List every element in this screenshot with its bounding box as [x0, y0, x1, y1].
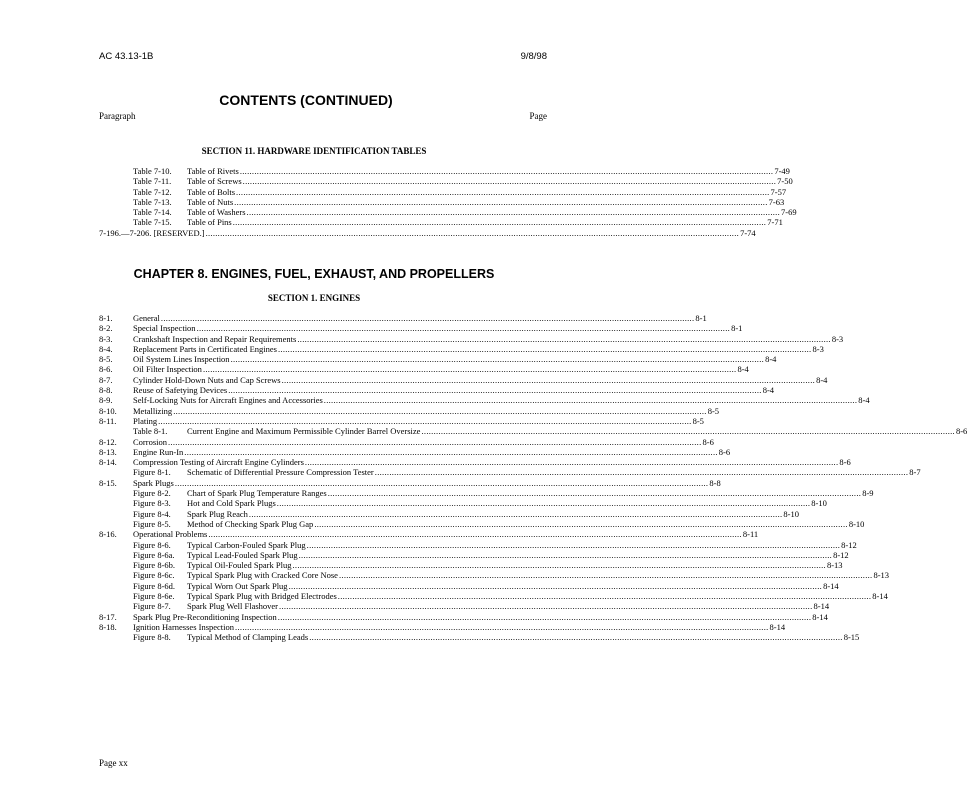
toc-entry-label: Figure 8-6d. — [133, 580, 176, 591]
toc-entry-page: 8-4 — [737, 364, 749, 375]
toc-entry-title: Typical Worn Out Spark Plug — [187, 580, 288, 591]
toc-entry[interactable] — [99, 632, 860, 643]
toc-entry-label: Table 8-1. — [133, 426, 168, 437]
toc-entry[interactable] — [99, 354, 777, 365]
toc-entry-label: Figure 8-1. — [133, 467, 171, 478]
toc-entry[interactable] — [99, 323, 743, 334]
toc-entry-page: 8-3 — [812, 343, 824, 354]
dot-leader: ............................................................................................................................................................................................................................ — [158, 415, 692, 426]
toc-entry[interactable] — [99, 385, 775, 396]
toc-entry[interactable] — [99, 176, 793, 187]
toc-entry-title: Ignition Harnesses Inspection — [133, 621, 235, 632]
toc-entry-label: Figure 8-7. — [133, 601, 171, 612]
dot-leader: ............................................................................................................................................................................................................................ — [323, 395, 858, 406]
toc-entry-number: 8-5. — [99, 354, 113, 365]
toc-entry[interactable] — [99, 518, 865, 529]
dot-leader: ............................................................................................................................................................................................................................ — [276, 498, 811, 509]
toc-entry[interactable] — [99, 529, 759, 540]
toc-entry-title: Method of Checking Spark Plug Gap — [187, 518, 314, 529]
toc-entry-label: Figure 8-6. — [133, 539, 171, 550]
toc-entry-page: 8-5 — [707, 405, 720, 416]
dot-leader: ............................................................................................................................................................................................................................ — [304, 457, 839, 468]
toc-entry-page: 8-4 — [762, 385, 775, 396]
dot-leader: ............................................................................................................................................................................................................................ — [228, 385, 762, 396]
toc-entry-page: 8-6 — [702, 436, 714, 447]
toc-entry-label: Figure 8-5. — [133, 518, 171, 529]
toc-entry-page: 7-71 — [767, 217, 783, 228]
toc-entry[interactable] — [99, 477, 721, 488]
toc-entry-number: 8-11. — [99, 415, 117, 426]
toc-entry-title: Special Inspection — [133, 323, 196, 334]
toc-entry[interactable] — [99, 374, 828, 385]
toc-entry-page: 7-69 — [781, 207, 797, 218]
dot-leader: ............................................................................................................................................................................................................................ — [281, 374, 816, 385]
toc-entry-title: Table of Screws — [187, 176, 242, 187]
toc-entry-label: Figure 8-3. — [133, 498, 171, 509]
toc-entry-page: 8-13 — [873, 570, 890, 581]
toc-entry-number: 8-10. — [99, 405, 117, 416]
dot-leader: ............................................................................................................................................................................................................................ — [202, 364, 737, 375]
toc-entry-label: Figure 8-6e. — [133, 591, 175, 602]
toc-entry-page: 8-12 — [833, 549, 849, 560]
dot-leader: ............................................................................................................................................................................................................................ — [232, 217, 767, 228]
toc-entry-page: 8-6 — [718, 446, 731, 457]
toc-entry-page: 8-10 — [811, 498, 827, 509]
dot-leader: ............................................................................................................................................................................................................................ — [184, 446, 718, 457]
toc-entry[interactable] — [99, 591, 888, 602]
dot-leader: ............................................................................................................................................................................................................................ — [309, 632, 843, 643]
toc-entry-number: 8-8. — [99, 385, 113, 396]
toc-entry-number: 8-4. — [99, 343, 113, 354]
page-column-header: Page — [529, 111, 547, 121]
toc-entry[interactable] — [99, 166, 790, 176]
toc-entry-title: Oil System Lines Inspection — [133, 354, 230, 365]
toc-entry-title: 7-196.—7-206. [RESERVED.] — [99, 227, 205, 238]
dot-leader: ............................................................................................................................................................................................................................ — [173, 405, 707, 416]
toc-entry[interactable] — [99, 508, 800, 519]
chapter-8-title: CHAPTER 8. ENGINES, FUEL, EXHAUST, AND PROPELLERS — [133, 267, 495, 281]
chapter-8-toc-list — [99, 313, 967, 643]
toc-entry-label: Table 7-11. — [133, 176, 172, 187]
toc-entry-label: Table 7-10. — [133, 166, 172, 176]
section-11-toc-list — [99, 166, 797, 238]
toc-entry-page: 8-10 — [848, 518, 865, 529]
toc-entry[interactable] — [99, 467, 921, 478]
dot-leader: ............................................................................................................................................................................................................................ — [236, 186, 770, 197]
document-id: AC 43.13-1B — [99, 51, 154, 62]
toc-entry-number: 8-6. — [99, 364, 113, 375]
toc-entry-title: Schematic of Differential Pressure Compression Tester — [187, 467, 374, 478]
toc-entry-title: Compression Testing of Aircraft Engine Cylinders — [133, 457, 304, 468]
toc-entry[interactable] — [99, 457, 851, 468]
toc-entry-title: Spark Plug Reach — [187, 508, 248, 519]
toc-entry-title: Table of Nuts — [187, 196, 234, 207]
toc-entry[interactable] — [99, 343, 824, 354]
paragraph-column-header: Paragraph — [99, 111, 136, 121]
toc-entry-title: Operational Problems — [133, 529, 208, 540]
toc-entry-page: 8-4 — [765, 354, 777, 365]
toc-entry[interactable] — [99, 196, 785, 207]
toc-entry-title: Engine Run-In — [133, 446, 184, 457]
toc-entry[interactable] — [99, 601, 830, 612]
dot-leader: ............................................................................................................................................................................................................................ — [242, 176, 777, 187]
toc-entry-title: Current Engine and Maximum Permissible Cylinder Barrel Oversize — [187, 426, 421, 437]
toc-entry-page: 7-57 — [770, 186, 787, 197]
dot-leader: ............................................................................................................................................................................................................................ — [279, 601, 813, 612]
dot-leader: ............................................................................................................................................................................................................................ — [230, 354, 765, 365]
toc-entry[interactable] — [99, 611, 828, 622]
dot-leader: ............................................................................................................................................................................................................................ — [306, 539, 841, 550]
dot-leader: ............................................................................................................................................................................................................................ — [174, 477, 709, 488]
section-11-title: SECTION 11. HARDWARE IDENTIFICATION TABLES — [201, 146, 427, 156]
toc-entry-page: 8-8 — [709, 477, 721, 488]
toc-entry-title: Hot and Cold Spark Plugs — [187, 498, 276, 509]
page-title: CONTENTS (CONTINUED) — [219, 92, 393, 108]
toc-entry-page: 8-6 — [955, 426, 967, 437]
toc-entry[interactable] — [99, 333, 844, 344]
toc-entry-number: 8-7. — [99, 374, 113, 385]
toc-entry-number: 8-18. — [99, 621, 117, 632]
toc-entry-page: 8-7 — [909, 467, 921, 478]
toc-entry-page: 8-4 — [858, 395, 870, 406]
dot-leader: ............................................................................................................................................................................................................................ — [168, 436, 702, 447]
toc-entry-number: 8-14. — [99, 457, 117, 468]
page-footer-label: Page xx — [99, 758, 128, 768]
toc-entry[interactable] — [99, 446, 731, 457]
toc-entry-title: Table of Rivets — [187, 166, 239, 176]
toc-entry-title: Replacement Parts in Certificated Engines — [133, 343, 277, 354]
dot-leader: ............................................................................................................................................................................................................................ — [297, 333, 831, 344]
toc-entry[interactable] — [99, 227, 756, 238]
toc-entry-page: 8-14 — [813, 601, 830, 612]
toc-entry[interactable] — [99, 405, 720, 416]
dot-leader: ............................................................................................................................................................................................................................ — [277, 611, 812, 622]
toc-entry-number: 8-13. — [99, 446, 117, 457]
toc-entry-title: Typical Method of Clamping Leads — [187, 632, 309, 643]
toc-entry-title: Plating — [133, 415, 158, 426]
toc-entry[interactable] — [99, 415, 704, 426]
dot-leader: ............................................................................................................................................................................................................................ — [292, 560, 826, 571]
toc-entry-number: 8-12. — [99, 436, 117, 447]
dot-leader: ............................................................................................................................................................................................................................ — [196, 323, 731, 334]
toc-entry-number: 8-1. — [99, 313, 113, 323]
toc-entry-page: 8-12 — [841, 539, 857, 550]
toc-entry[interactable] — [99, 560, 843, 571]
dot-leader: ............................................................................................................................................................................................................................ — [234, 196, 768, 207]
toc-entry[interactable] — [99, 621, 786, 632]
toc-entry-page: 8-5 — [692, 415, 704, 426]
toc-entry-title: Corrosion — [133, 436, 167, 447]
toc-entry-page: 8-14 — [823, 580, 839, 591]
toc-entry-title: Typical Carbon-Fouled Spark Plug — [187, 539, 306, 550]
dot-leader: ............................................................................................................................................................................................................................ — [338, 570, 873, 581]
dot-leader: ............................................................................................................................................................................................................................ — [298, 549, 833, 560]
toc-entry-title: Self-Locking Nuts for Aircraft Engines and Accessories — [133, 395, 323, 406]
toc-entry[interactable] — [99, 436, 714, 447]
toc-entry[interactable] — [99, 426, 967, 437]
dot-leader: ............................................................................................................................................................................................................................ — [277, 343, 812, 354]
toc-entry-title: Spark Plug Pre-Reconditioning Inspection — [133, 611, 277, 622]
toc-entry-title: Table of Bolts — [187, 186, 236, 197]
toc-entry-title: Oil Filter Inspection — [133, 364, 202, 375]
toc-entry-number: 8-15. — [99, 477, 117, 488]
toc-entry-title: Spark Plug Well Flashover — [187, 601, 279, 612]
toc-entry[interactable] — [99, 549, 849, 560]
toc-entry-page: 7-74 — [740, 227, 756, 238]
toc-entry-label: Figure 8-2. — [133, 488, 171, 499]
dot-leader: ............................................................................................................................................................................................................................ — [288, 580, 823, 591]
toc-entry-page: 8-3 — [831, 333, 844, 344]
toc-entry-label: Table 7-13. — [133, 196, 172, 207]
toc-entry-label: Table 7-12. — [133, 186, 172, 197]
toc-entry-number: 8-17. — [99, 611, 117, 622]
toc-entry[interactable] — [99, 570, 890, 581]
toc-entry-title: Typical Lead-Fouled Spark Plug — [187, 549, 298, 560]
dot-leader: ............................................................................................................................................................................................................................ — [235, 621, 769, 632]
toc-entry-title: Crankshaft Inspection and Repair Requirements — [133, 333, 297, 344]
toc-entry[interactable] — [99, 364, 749, 375]
dot-leader: ............................................................................................................................................................................................................................ — [337, 591, 872, 602]
toc-entry-title: Typical Spark Plug with Bridged Electrodes — [187, 591, 337, 602]
dot-leader: ............................................................................................................................................................................................................................ — [421, 426, 955, 437]
dot-leader: ............................................................................................................................................................................................................................ — [374, 467, 909, 478]
toc-entry-page: 7-50 — [777, 176, 793, 187]
toc-entry-number: 8-3. — [99, 333, 113, 344]
toc-entry-label: Figure 8-6a. — [133, 549, 175, 560]
toc-entry-page: 7-63 — [768, 196, 785, 207]
toc-entry-number: 8-16. — [99, 529, 117, 540]
toc-entry-title: Spark Plugs — [133, 477, 174, 488]
toc-entry-page: 8-11 — [742, 529, 759, 540]
dot-leader: ............................................................................................................................................................................................................................ — [246, 207, 781, 218]
toc-entry-page: 8-10 — [783, 508, 800, 519]
toc-entry-title: Metallizing — [133, 405, 173, 416]
toc-entry[interactable] — [99, 186, 787, 197]
toc-entry-page: 7-49 — [774, 166, 790, 176]
toc-entry-number: 8-9. — [99, 395, 113, 406]
toc-entry-label: Figure 8-6c. — [133, 570, 175, 581]
toc-entry-label: Figure 8-6b. — [133, 560, 176, 571]
toc-entry-page: 8-6 — [839, 457, 851, 468]
dot-leader: ............................................................................................................................................................................................................................ — [160, 313, 695, 323]
toc-entry[interactable] — [99, 498, 827, 509]
toc-entry-title: Table of Pins — [187, 217, 232, 228]
dot-leader: ............................................................................................................................................................................................................................ — [314, 518, 848, 529]
toc-entry-number: 8-2. — [99, 323, 113, 334]
toc-entry[interactable] — [99, 580, 839, 591]
dot-leader: ............................................................................................................................................................................................................................ — [208, 529, 742, 540]
toc-entry[interactable] — [99, 207, 797, 218]
dot-leader: ............................................................................................................................................................................................................................ — [327, 488, 862, 499]
toc-entry-page: 8-14 — [812, 611, 828, 622]
toc-entry-title: Chart of Spark Plug Temperature Ranges — [187, 488, 327, 499]
toc-entry-label: Figure 8-8. — [133, 632, 171, 643]
toc-entry[interactable] — [99, 539, 857, 550]
toc-entry-page: 8-9 — [862, 488, 874, 499]
toc-entry-page: 8-13 — [826, 560, 843, 571]
toc-entry-title: Cylinder Hold-Down Nuts and Cap Screws — [133, 374, 281, 385]
dot-leader: ............................................................................................................................................................................................................................ — [239, 166, 774, 176]
toc-entry[interactable] — [99, 217, 783, 228]
toc-entry-page: 8-14 — [872, 591, 888, 602]
toc-entry-page: 8-14 — [769, 621, 786, 632]
dot-leader: ............................................................................................................................................................................................................................ — [205, 227, 740, 238]
section-1-engines-title: SECTION 1. ENGINES — [267, 293, 361, 303]
toc-entry-page: 8-1 — [695, 313, 707, 323]
dot-leader: ............................................................................................................................................................................................................................ — [248, 508, 783, 519]
toc-entry-page: 8-15 — [843, 632, 860, 643]
document-date: 9/8/98 — [520, 51, 547, 62]
toc-entry-label: Table 7-14. — [133, 207, 172, 218]
toc-entry[interactable] — [99, 488, 874, 499]
toc-entry-page: 8-4 — [816, 374, 828, 385]
toc-entry-label: Figure 8-4. — [133, 508, 171, 519]
toc-entry-title: Typical Oil-Fouled Spark Plug — [187, 560, 292, 571]
toc-entry-title: Typical Spark Plug with Cracked Core Nose — [187, 570, 338, 581]
toc-entry-label: Table 7-15. — [133, 217, 172, 228]
toc-entry[interactable] — [99, 395, 870, 406]
toc-entry-title: Table of Washers — [187, 207, 246, 218]
toc-entry-title: Reuse of Safetying Devices — [133, 385, 228, 396]
toc-entry-title: General — [133, 313, 160, 323]
toc-entry-page: 8-1 — [731, 323, 743, 334]
toc-entry[interactable] — [99, 313, 707, 323]
